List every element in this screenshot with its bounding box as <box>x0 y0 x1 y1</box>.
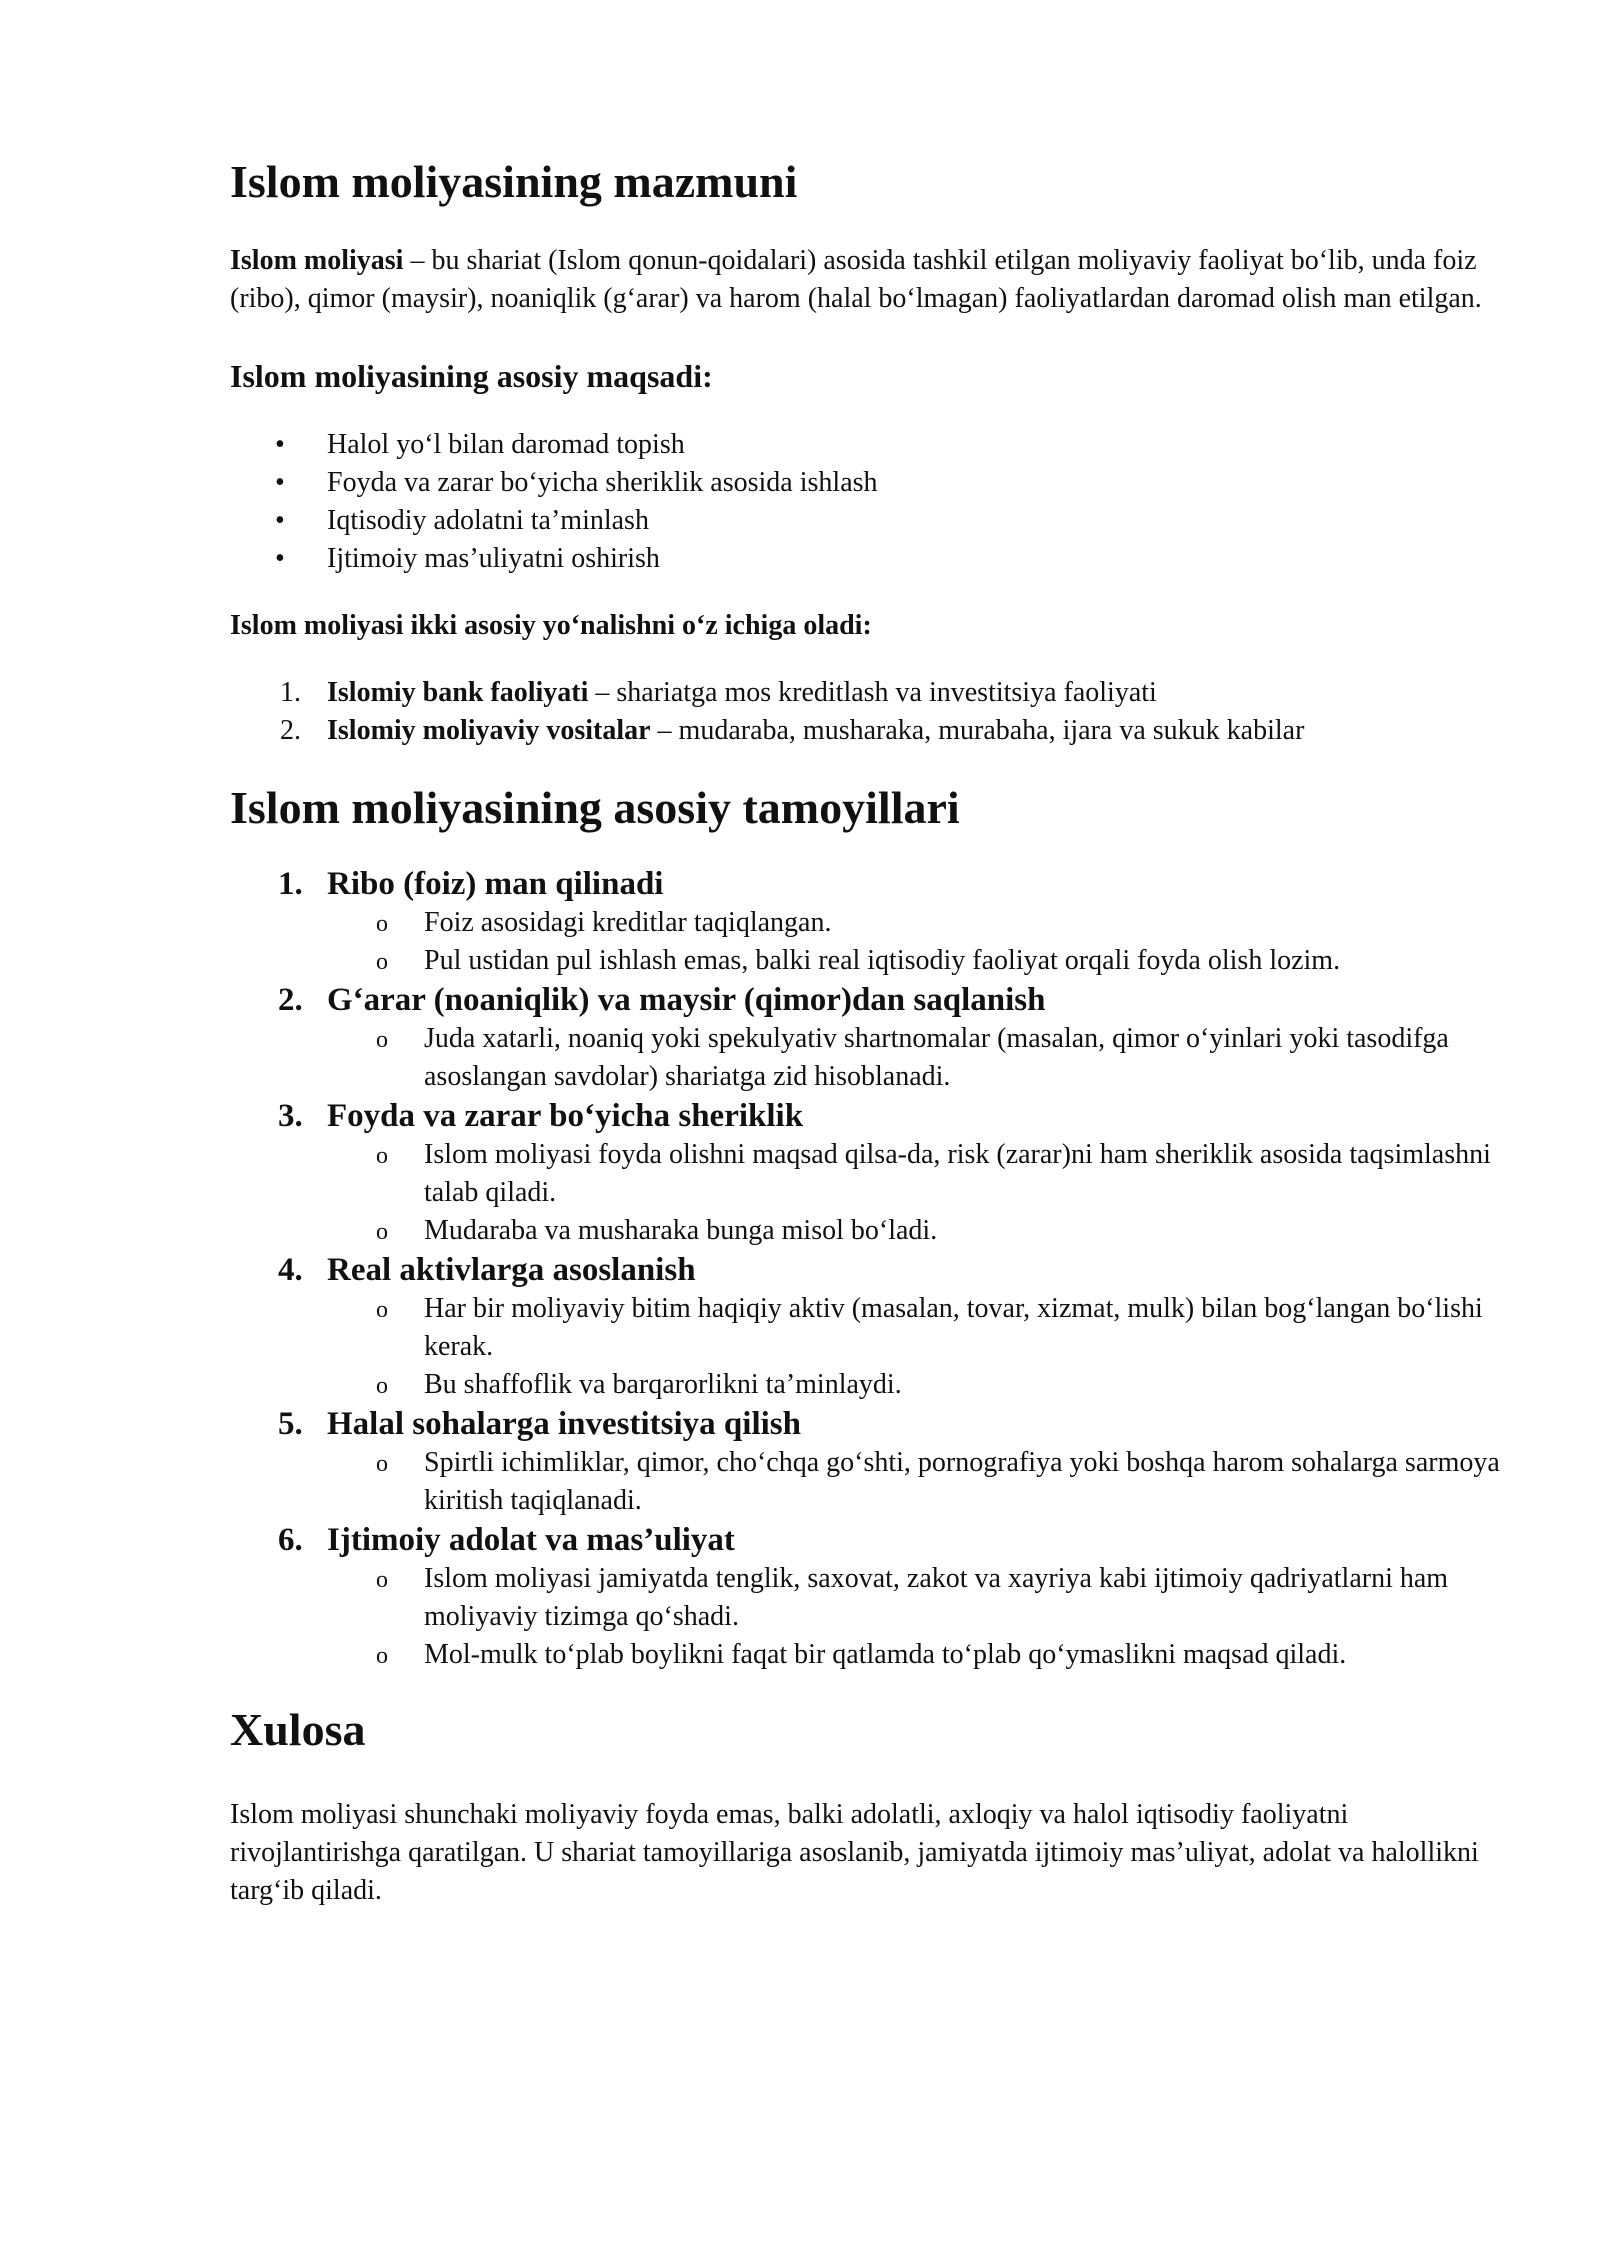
goal-item: • Iqtisodiy adolatni ta’minlash <box>230 502 1510 540</box>
principle-points <box>230 1020 1510 1096</box>
directions-heading: Islom moliyasi ikki asosiy yo‘nalishni o‘z ichiga oladi: <box>230 610 872 641</box>
principle-number: 2. <box>278 982 303 1018</box>
goal-item: • Ijtimoiy mas’uliyatni oshirish <box>230 540 1510 578</box>
principle-number: 5. <box>278 1406 303 1442</box>
document-content <box>230 150 1510 1910</box>
direction-number: 2. <box>280 715 301 746</box>
direction-text: – shariatga mos kreditlash va investitsiya faoliyati <box>588 677 1157 708</box>
principle-item <box>230 1250 1510 1404</box>
principle-point: o Mol-mulk to‘plab boylikni faqat bir qatlamda to‘plab qo‘ymaslikni maqsad qiladi. <box>230 1636 1510 1674</box>
intro-text: – bu shariat (Islom qonun-qoidalari) asosida tashkil etilgan moliyaviy faoliyat bo‘lib, unda foiz (ribo), qimor (maysir), noaniqlik (g‘arar) va harom (halal bo‘lmagan) faoliyatlardan daromad olish man etilgan. <box>230 245 1482 314</box>
principle-heading <box>230 980 1510 1020</box>
principle-point: o Bu shaffoflik va barqarorlikni ta’minlaydi. <box>230 1366 1510 1404</box>
direction-number: 1. <box>280 677 301 708</box>
direction-term: Islomiy moliyaviy vositalar <box>327 715 651 746</box>
principle-point: o Spirtli ichimliklar, qimor, cho‘chqa go‘shti, pornografiya yoki boshqa harom sohalarga sarmoya kiritish taqiqlanadi. <box>230 1444 1510 1520</box>
goal-item: • Halol yo‘l bilan daromad topish <box>230 426 1510 464</box>
principle-points <box>230 1136 1510 1250</box>
principle-title: Real aktivlarga asoslanish <box>327 1252 696 1288</box>
direction-item <box>230 674 1510 712</box>
goal-item: • Foyda va zarar bo‘yicha sheriklik asosida ishlash <box>230 464 1510 502</box>
principle-item <box>230 864 1510 980</box>
principle-points <box>230 1560 1510 1674</box>
intro-paragraph <box>230 242 1510 318</box>
principle-title: Ijtimoiy adolat va mas’uliyat <box>327 1522 735 1558</box>
principle-heading <box>230 1250 1510 1290</box>
principle-heading <box>230 1096 1510 1136</box>
principle-point: o Pul ustidan pul ishlash emas, balki real iqtisodiy faoliyat orqali foyda olish lozim. <box>230 942 1510 980</box>
principle-number: 1. <box>278 866 303 902</box>
principle-number: 4. <box>278 1252 303 1288</box>
direction-text: – mudaraba, musharaka, murabaha, ijara va sukuk kabilar <box>650 715 1305 746</box>
goals-heading: Islom moliyasining asosiy maqsadi: <box>230 358 713 394</box>
principle-point: o Islom moliyasi foyda olishni maqsad qilsa-da, risk (zarar)ni ham sheriklik asosida taqsimlashni talab qiladi. <box>230 1136 1510 1212</box>
direction-item <box>230 712 1510 750</box>
principle-point: o Mudaraba va musharaka bunga misol bo‘ladi. <box>230 1212 1510 1250</box>
principle-number: 6. <box>278 1522 303 1558</box>
heading-mazmuni: Islom moliyasining mazmuni <box>230 156 798 207</box>
principle-heading <box>230 1404 1510 1444</box>
principles-list <box>230 864 1510 1674</box>
conclusion-paragraph: Islom moliyasi shunchaki moliyaviy foyda emas, balki adolatli, axloqiy va halol iqtisodiy faoliyatni rivojlantirishga qaratilgan. U shariat tamoyillariga asoslanib, jamiyatda ijtimoiy mas’uliyat, adolat va halollikni targ‘ib qiladi. <box>230 1799 1479 1906</box>
principle-number: 3. <box>278 1098 303 1134</box>
principle-item <box>230 1404 1510 1520</box>
principle-heading <box>230 1520 1510 1560</box>
directions-list <box>230 674 1510 750</box>
principle-point: o Juda xatarli, noaniq yoki spekulyativ shartnomalar (masalan, qimor o‘yinlari yoki tasodifga asoslangan savdolar) shariatga zid hisoblanadi. <box>230 1020 1510 1096</box>
principle-item <box>230 980 1510 1096</box>
principle-point: o Har bir moliyaviy bitim haqiqiy aktiv (masalan, tovar, xizmat, mulk) bilan bog‘langan bo‘lishi kerak. <box>230 1290 1510 1366</box>
principle-points <box>230 904 1510 980</box>
principle-title: G‘arar (noaniqlik) va maysir (qimor)dan saqlanish <box>327 982 1046 1018</box>
heading-tamoyillari: Islom moliyasining asosiy tamoyillari <box>230 782 960 833</box>
principle-points <box>230 1444 1510 1520</box>
principle-title: Halal sohalarga investitsiya qilish <box>327 1406 801 1442</box>
principle-point: o Islom moliyasi jamiyatda tenglik, saxovat, zakot va xayriya kabi ijtimoiy qadriyatlarni ham moliyaviy tizimga qo‘shadi. <box>230 1560 1510 1636</box>
principle-title: Foyda va zarar bo‘yicha sheriklik <box>327 1098 804 1134</box>
goals-list <box>230 426 1510 578</box>
principle-heading <box>230 864 1510 904</box>
principle-points <box>230 1290 1510 1404</box>
principle-item <box>230 1096 1510 1250</box>
intro-term: Islom moliyasi <box>230 245 404 276</box>
principle-point: o Foiz asosidagi kreditlar taqiqlangan. <box>230 904 1510 942</box>
direction-term: Islomiy bank faoliyati <box>327 677 589 708</box>
heading-xulosa: Xulosa <box>230 1704 366 1755</box>
principle-item <box>230 1520 1510 1674</box>
principle-title: Ribo (foiz) man qilinadi <box>327 866 664 902</box>
